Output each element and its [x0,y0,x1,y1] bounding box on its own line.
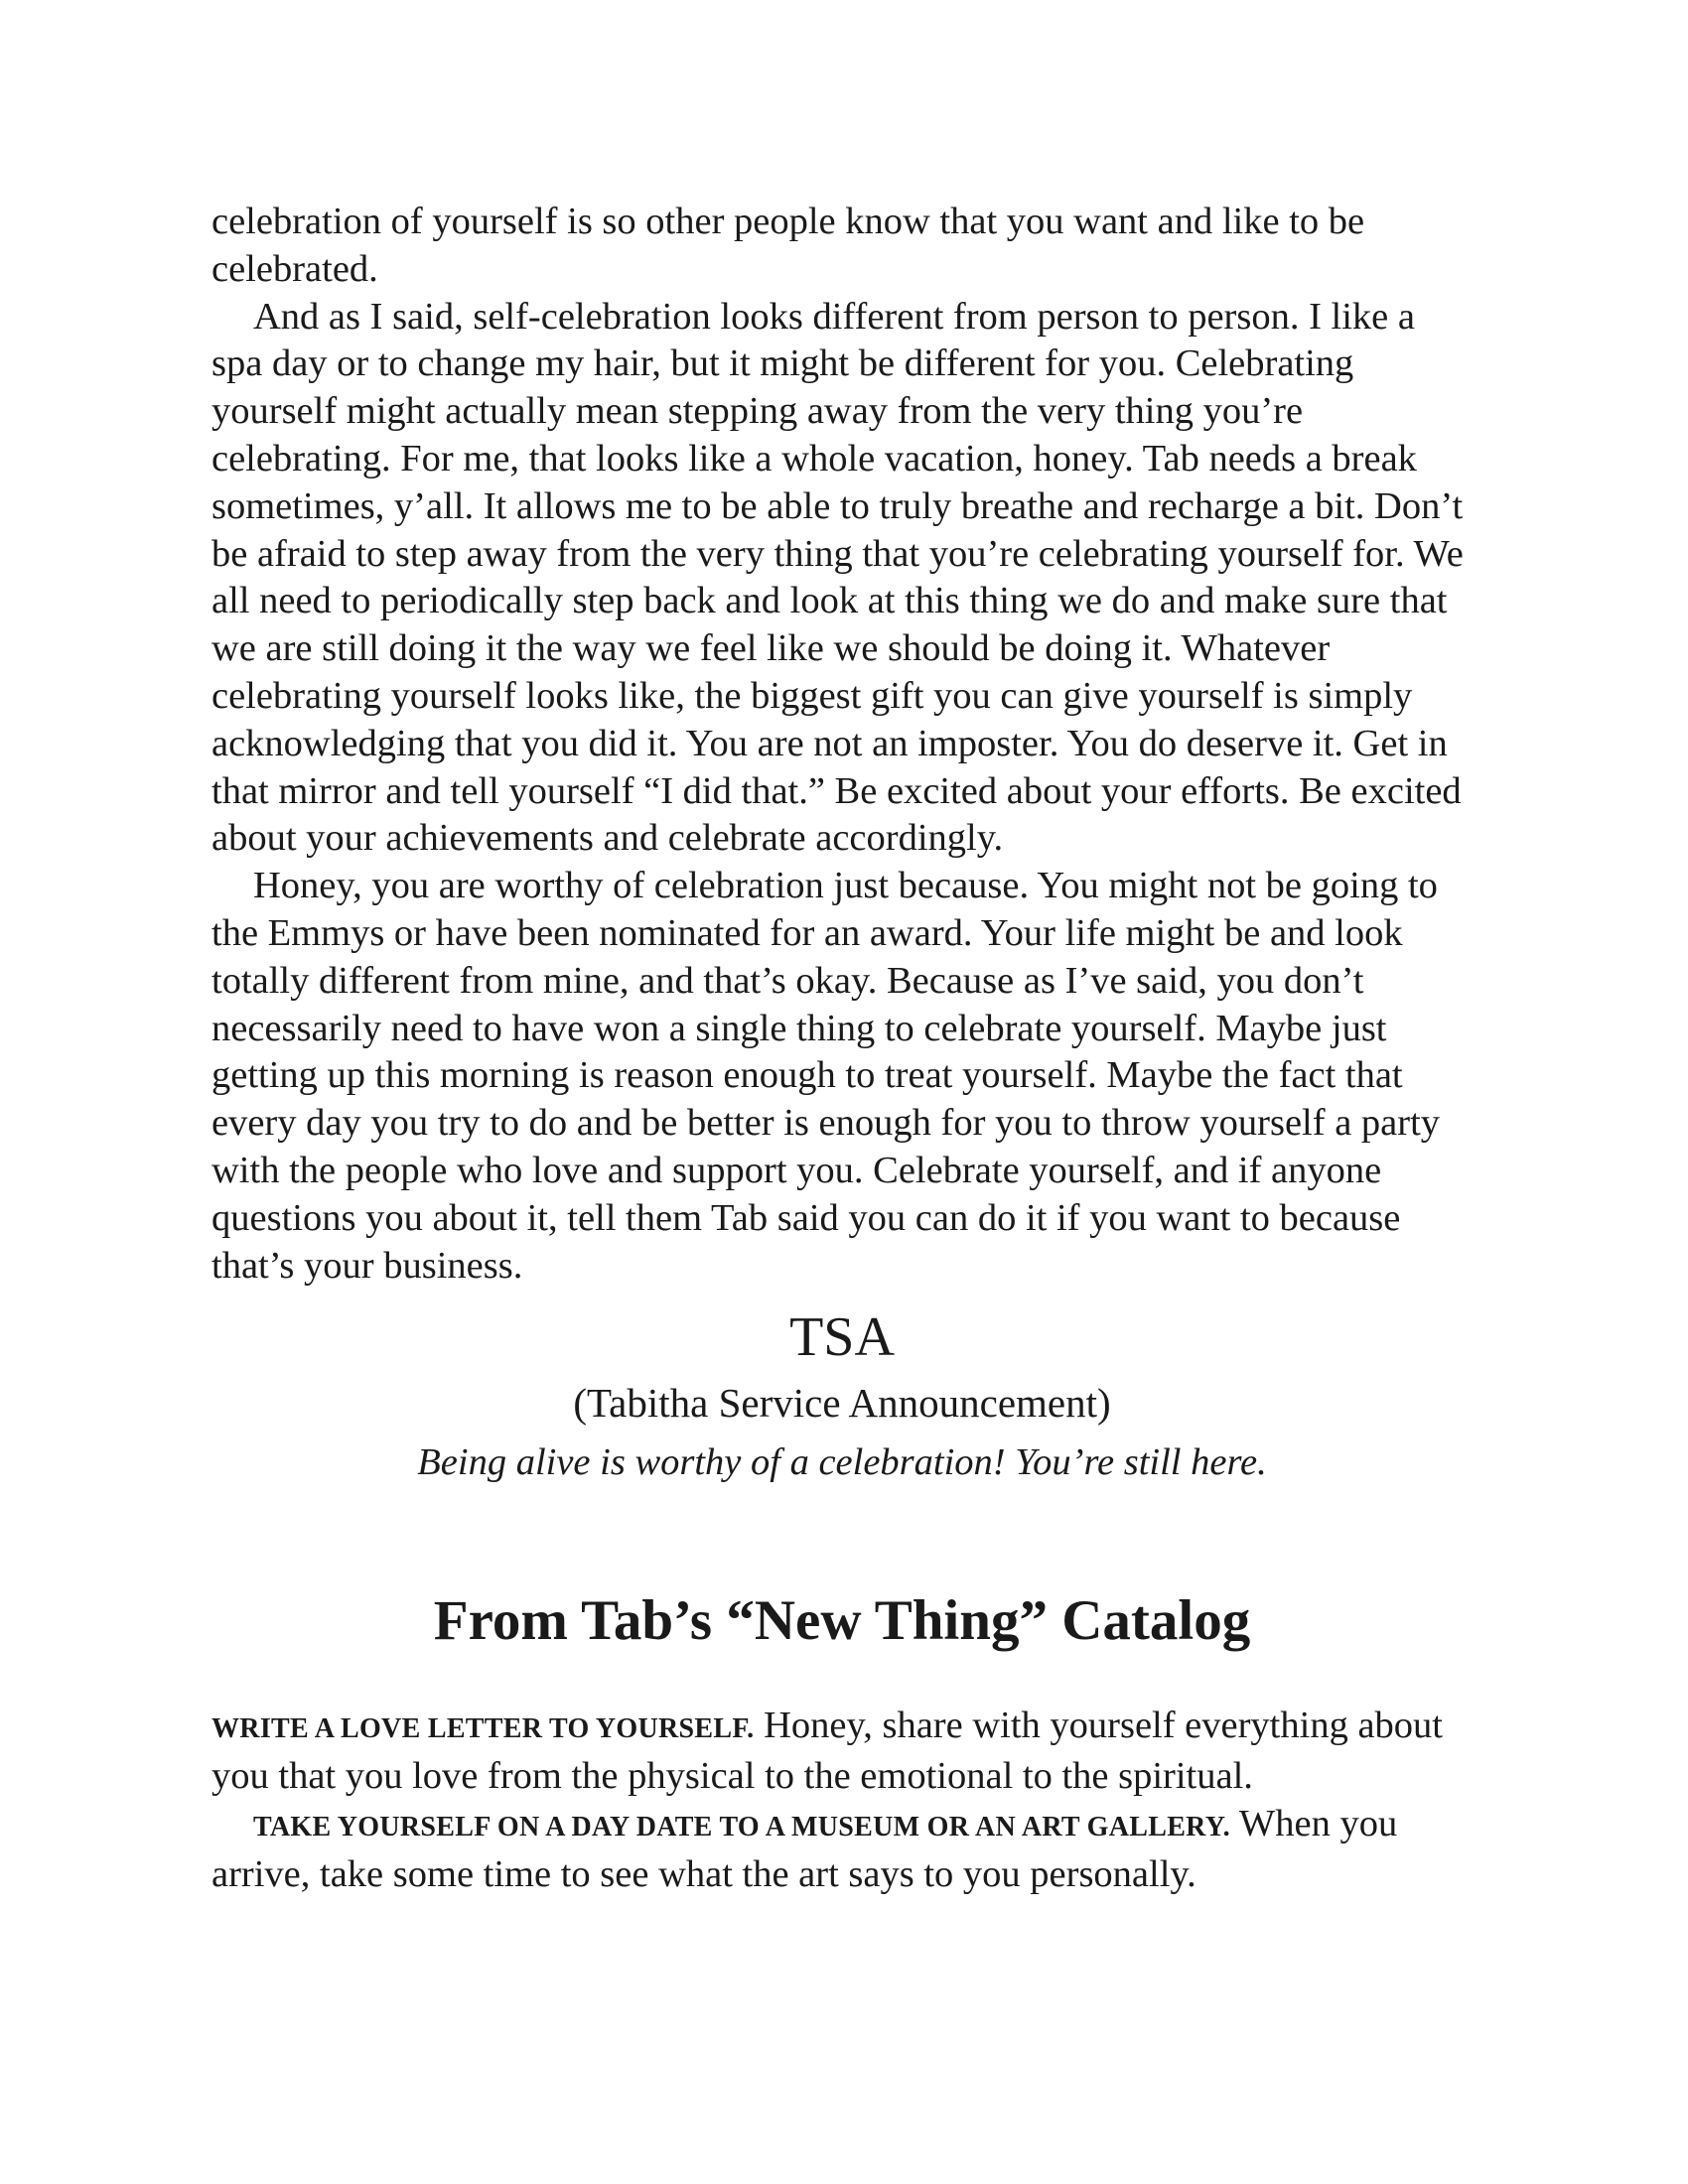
catalog-item-text: When you arrive, take some time to see what the art says to you personally. [211,1802,1398,1895]
body-paragraph-continuation: celebration of yourself is so other people know that you want and like to be celebrated. [211,201,1365,290]
catalog-item-lead: TAKE YOURSELF ON A DAY DATE TO A MUSEUM OR AN ART GALLERY. [253,1811,1230,1843]
book-page [211,199,1473,1899]
catalog-item-text: Honey, share with yourself everything about you that you love from the physical to the emotional to the spiritual. [211,1705,1443,1798]
tsa-tagline: Being alive is worthy of a celebration! You’re still here. [417,1441,1267,1484]
body-paragraph-worthy: Honey, you are worthy of celebration just because. You might not be going to the Emmys or have been nominated for an award. Your life might be and look totally different from mine, and that’s okay. Because as I’ve said, you don’t necessarily need to have won a single thing to celebrate yourself. Maybe just getting up this morning is reason enough to treat yourself. Maybe the fact that every day you try to do and be better is enough for you to throw yourself a party with the people who love and support you. Celebrate yourself, and if anyone questions you about it, tell them Tab said you can do it if you want to because that’s your business. [211,865,1441,1287]
body-paragraph-self-celebration: And as I said, self-celebration looks different from person to person. I like a spa day or to change my hair, but it might be different for you. Celebrating yourself might actually mean stepping away from the very thing you’re celebrating. For me, that looks like a whole vacation, honey. Tab needs a break sometimes, y’all. It allows me to be able to truly breathe and recharge a bit. Don’t be afraid to step away from the very thing that you’re celebrating yourself for. We all need to periodically step back and look at this thing we do and make sure that we are still doing it the way we feel like we should be doing it. Whatever celebrating yourself looks like, the biggest gift you can give yourself is simply acknowledging that you did it. You are not an imposter. You do deserve it. Get in that mirror and tell yourself “I did that.” Be excited about your efforts. Be excited about your achievements and celebrate accordingly. [211,295,1464,860]
catalog-item-day-date [211,1801,1473,1899]
tsa-subtitle: (Tabitha Service Announcement) [573,1380,1111,1427]
catalog-list [211,1703,1473,1898]
catalog-heading: From Tab’s “New Thing” Catalog [433,1589,1251,1653]
tsa-callout [211,1305,1473,1488]
catalog-item-lead: WRITE A LOVE LETTER TO YOURSELF. [211,1713,755,1745]
tsa-title: TSA [789,1306,895,1369]
catalog-item-love-letter [211,1703,1473,1801]
